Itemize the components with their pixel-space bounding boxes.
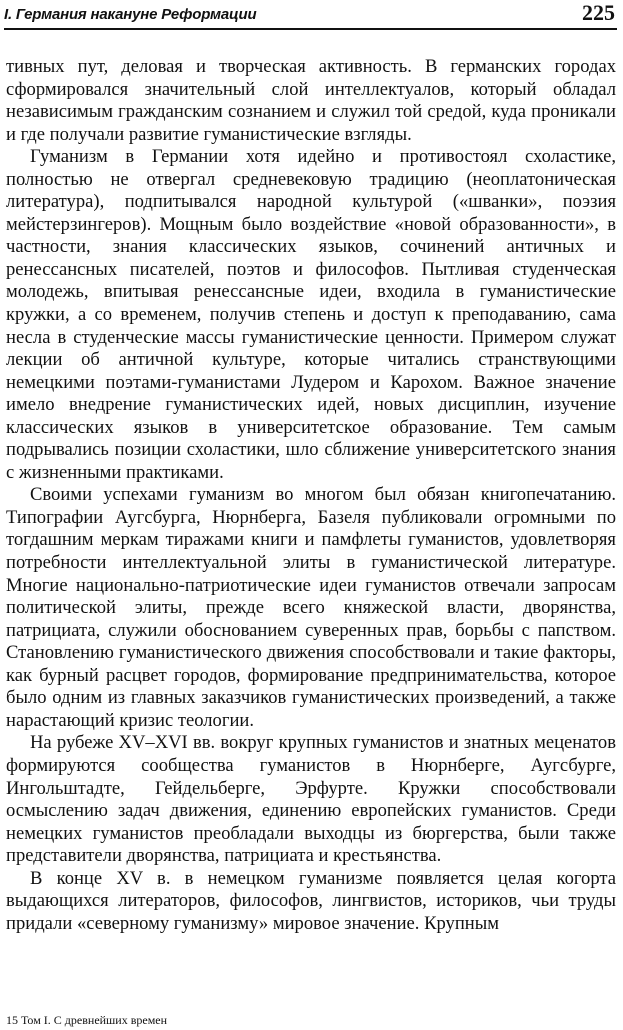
paragraph-1: тивных пут, деловая и творческая активность. В германских городах сформировался значительный слой интеллектуалов, который обладал независимым гражданским сознанием и служил той средой, куда проникали и где получали развитие гуманистические взгляды.	[6, 56, 616, 145]
paragraph-4: На рубеже XV–XVI вв. вокруг крупных гуманистов и знатных меценатов формируются сообщества гуманистов в Нюрнберге, Аугсбурге, Ингольштадте, Гейдельберге, Эрфурте. Кружки способствовали осмыслению задач движения, единению европейских гуманистов. Среди немецких гуманистов преобладали выходцы из бюргерства, были также представители дворянства, патрициата и крестьянства.	[6, 732, 616, 867]
paragraph-5: В конце XV в. в немецком гуманизме появляется целая когорта выдающихся литераторов, философов, лингвистов, историков, чьи труды придали «северному гуманизму» мировое значение. Крупным	[6, 867, 616, 934]
signature-footer: 15 Том I. С древнейших времен	[6, 1013, 168, 1027]
page-number: 225	[582, 0, 615, 25]
paragraph-3: Своими успехами гуманизм во многом был обязан книгопечатанию. Типографии Аугсбурга, Нюрнберга, Базеля публиковали огромными по тогдашним меркам тиражами книги и памфлеты гуманистов, удовлетворяя потребности интеллектуальной элиты в гуманистической литературе. Многие национально-патриотические идеи гуманистов отвечали запросам политической элиты, прежде всего княжеской власти, дворянства, патрициата, служили обоснованием суверенных прав, борьбы с папством. Становлению гуманистического движения способствовали и такие факторы, как бурный расцвет городов, формирование предпринимательства, которое было одним из главных заказчиков гуманистических произведений, а также нарастающий кризис теологии.	[6, 484, 616, 731]
header-rule	[4, 28, 617, 30]
body-text	[6, 56, 616, 935]
running-head	[4, 0, 617, 30]
running-title: I. Германия накануне Реформации	[4, 6, 257, 23]
paragraph-2: Гуманизм в Германии хотя идейно и противостоял схоластике, полностью не отвергал средневековую традицию (неоплатоническая литература), подпитывался народной культурой («шванки», поэзия мейстерзингеров). Мощным было воздействие «новой образованности», в частности, знания классических языков, сочинений античных и ренессансных писателей, поэтов и философов. Пытливая студенческая молодежь, впитывая ренессансные идеи, входила в гуманистические кружки, а со временем, получив степень и доступ к преподаванию, сама несла в студенческие массы гуманистические ценности. Примером служат лекции об античной культуре, которые читались странствующими немецкими поэтами-гуманистами Лудером и Карохом. Важное значение имело внедрение гуманистических идей, новых дисциплин, изучение классических языков в университетское образование. Тем самым подрывались позиции схоластики, шло сближение университетского знания с жизненными практиками.	[6, 146, 616, 483]
